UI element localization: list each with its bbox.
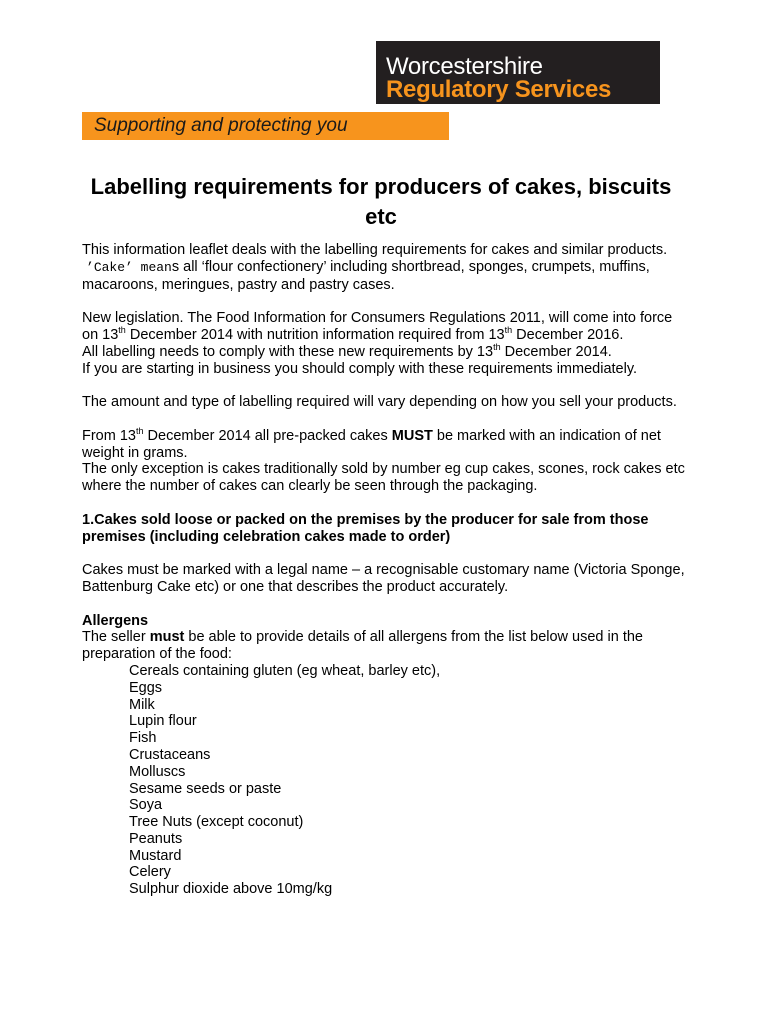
net-weight-text-c: be marked with an indication of net weight in grams. xyxy=(82,427,661,461)
intro-paragraph: This information leaflet deals with the labelling requirements for cakes and similar products. xyxy=(82,242,668,258)
new-business-note: If you are starting in business you should comply with these requirements immediately. xyxy=(82,360,638,377)
cake-definition-text: s all ‘flour confectionery’ including shortbread, sponges, crumpets, muffins, macaroons, meringues, pastry and pastry cases. xyxy=(82,258,650,293)
cake-definition-quote: ’Cake’ mean xyxy=(86,259,172,275)
tagline-banner xyxy=(82,112,449,140)
allergens-heading-text: Allergens xyxy=(82,612,149,629)
allergen-list xyxy=(82,663,692,898)
compliance-date xyxy=(82,341,692,361)
list-item: Eggs xyxy=(129,679,163,696)
list-item: Tree Nuts (except coconut) xyxy=(129,814,304,831)
net-weight-paragraph xyxy=(82,425,692,462)
legislation-text-b: December 2014 with nutrition information required from 13 xyxy=(125,326,505,343)
section1-heading xyxy=(82,512,692,546)
must-emphasis: MUST xyxy=(391,427,433,444)
page-title: Labelling requirements for producers of cakes, biscuits etc xyxy=(90,174,672,229)
organisation-logo xyxy=(376,41,660,104)
list-item: Mustard xyxy=(129,847,182,864)
ordinal-suffix: th xyxy=(493,341,501,352)
ordinal-suffix: th xyxy=(504,325,513,336)
allergens-paragraph xyxy=(82,629,692,663)
list-item: Soya xyxy=(129,797,163,814)
must-emphasis: must xyxy=(149,629,185,646)
allergens-text-a: The seller xyxy=(82,629,150,646)
compliance-text-a: All labelling needs to comply with these new requirements by 13 xyxy=(82,343,494,360)
tagline-text: Supporting and protecting you xyxy=(94,115,348,136)
labelling-amount-paragraph: The amount and type of labelling required will vary depending on how you sell your products. xyxy=(82,394,677,411)
list-item: Cereals containing gluten (eg wheat, barley etc), xyxy=(129,662,441,679)
legislation-text-a: New legislation. The Food Information for Consumers Regulations 2011, will come into force on 13 xyxy=(82,310,673,343)
exception-paragraph: The only exception is cakes traditionally sold by number eg cup cakes, scones, rock cakes etc where the number of cakes can clearly be seen through the packaging. xyxy=(82,461,685,495)
section1-heading-text: 1.Cakes sold loose or packed on the premises by the producer for sale from those premises (including celebration cakes made to order) xyxy=(82,511,649,545)
cake-definition xyxy=(82,259,692,294)
legislation-text-c: December 2016. xyxy=(512,326,624,343)
ordinal-suffix: th xyxy=(136,425,144,436)
logo-text-line2: Regulatory Services xyxy=(386,76,612,103)
legislation-paragraph xyxy=(82,310,692,344)
net-weight-text-b: December 2014 all pre-packed cakes xyxy=(143,427,392,444)
compliance-text-b: December 2014. xyxy=(500,343,612,360)
logo-text-line1: Worcestershire xyxy=(386,53,543,80)
net-weight-text-a: From 13 xyxy=(82,427,136,444)
allergens-heading xyxy=(82,613,692,630)
list-item: Milk xyxy=(129,696,155,713)
document-body xyxy=(82,242,692,898)
legal-name-paragraph: Cakes must be marked with a legal name – a recognisable customary name (Victoria Sponge, Battenburg Cake etc) or one that describes the product accurately. xyxy=(82,562,685,595)
list-item: Lupin flour xyxy=(129,713,197,730)
list-item: Fish xyxy=(129,730,157,747)
list-item: Crustaceans xyxy=(129,746,211,763)
list-item: Sesame seeds or paste xyxy=(129,780,282,797)
allergens-text-b: be able to provide details of all allergens from the list below used in the preparation of the food: xyxy=(82,629,643,663)
ordinal-suffix: th xyxy=(118,325,126,336)
list-item: Molluscs xyxy=(129,763,186,780)
list-item: Peanuts xyxy=(129,830,183,847)
list-item: Sulphur dioxide above 10mg/kg xyxy=(129,881,333,898)
list-item: Celery xyxy=(129,864,171,881)
